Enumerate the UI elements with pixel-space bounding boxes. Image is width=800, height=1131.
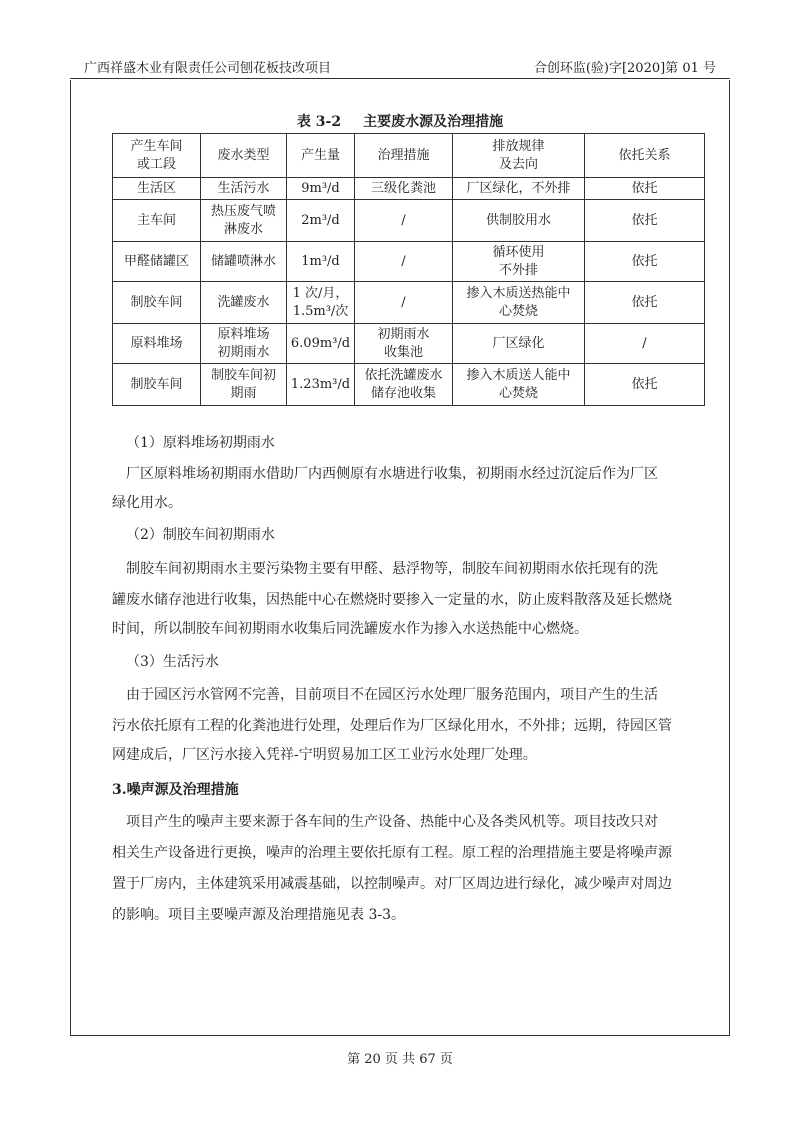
header-project-name: 广西祥盛木业有限责任公司刨花板技改项目 bbox=[84, 61, 332, 76]
table-header-cell bbox=[585, 134, 705, 178]
table-cell bbox=[287, 282, 355, 324]
table-header-row bbox=[113, 134, 705, 178]
table-cell bbox=[201, 364, 287, 406]
cell-text: 产生量 bbox=[300, 147, 340, 163]
table-row bbox=[113, 242, 705, 282]
table-cell bbox=[201, 324, 287, 364]
cell-text: 原料堆场 bbox=[217, 326, 270, 342]
cell-text: 淋废水 bbox=[223, 221, 263, 237]
cell-text: 或工段 bbox=[136, 156, 176, 172]
cell-text: 制胶车间 bbox=[130, 376, 183, 392]
table-cell bbox=[201, 282, 287, 324]
table-cell bbox=[113, 364, 201, 406]
table-cell bbox=[453, 364, 585, 406]
cell-text: / bbox=[401, 294, 406, 310]
cell-text: 1.5m³/次 bbox=[292, 303, 349, 319]
cell-text: 心焚烧 bbox=[498, 303, 538, 319]
cell-text: 初期雨水 bbox=[377, 326, 430, 342]
wastewater-table bbox=[112, 133, 705, 406]
cell-text: 主车间 bbox=[136, 212, 176, 228]
table-row bbox=[113, 282, 705, 324]
cell-text: 厂区绿化，不外排 bbox=[466, 180, 571, 196]
cell-text: 制胶车间 bbox=[130, 294, 183, 310]
cell-text: 掺入木质送热能中 bbox=[466, 285, 571, 301]
cell-text: 产生车间 bbox=[130, 138, 183, 154]
table-title bbox=[0, 111, 800, 131]
table-cell bbox=[287, 178, 355, 200]
cell-text: 依托 bbox=[631, 180, 658, 196]
table-cell bbox=[585, 324, 705, 364]
cell-text: 生活区 bbox=[136, 180, 176, 196]
section-2-line-2: 罐废水储存池进行收集，因热能中心在燃烧时要掺入一定量的水，防止废料散落及延长燃烧 bbox=[112, 592, 672, 608]
cell-text: 供制胶用水 bbox=[485, 212, 551, 228]
noise-section-heading: 3.噪声源及治理措施 bbox=[112, 782, 239, 798]
table-cell bbox=[585, 200, 705, 242]
table-row bbox=[113, 324, 705, 364]
table-header-cell bbox=[355, 134, 453, 178]
cell-text: 6.09m³/d bbox=[290, 335, 351, 351]
table-cell bbox=[287, 200, 355, 242]
section-3-title: （3）生活污水 bbox=[126, 654, 219, 670]
table-cell bbox=[585, 282, 705, 324]
cell-text: 治理措施 bbox=[377, 147, 430, 163]
table-header-cell bbox=[453, 134, 585, 178]
section-1-line-2: 绿化用水。 bbox=[112, 495, 182, 511]
table-cell bbox=[585, 178, 705, 200]
table-cell bbox=[287, 364, 355, 406]
cell-text: 原料堆场 bbox=[130, 335, 183, 351]
cell-text: 期雨 bbox=[230, 385, 257, 401]
table-cell bbox=[355, 200, 453, 242]
cell-text: 储罐喷淋水 bbox=[210, 253, 276, 269]
table-cell bbox=[453, 282, 585, 324]
cell-text: 心焚烧 bbox=[498, 385, 538, 401]
cell-text: 循环使用 bbox=[492, 244, 545, 260]
cell-text: 及去向 bbox=[498, 156, 538, 172]
cell-text: 依托洗罐废水 bbox=[364, 367, 443, 383]
table-row bbox=[113, 364, 705, 406]
table-cell bbox=[113, 200, 201, 242]
cell-text: 掺入木质送人能中 bbox=[466, 367, 571, 383]
cell-text: 依托 bbox=[631, 376, 658, 392]
cell-text: / bbox=[401, 212, 406, 228]
cell-text: 热压废气喷 bbox=[210, 203, 276, 219]
cell-text: 储存池收集 bbox=[370, 385, 436, 401]
cell-text: 收集池 bbox=[383, 344, 423, 360]
table-cell bbox=[453, 178, 585, 200]
table-cell bbox=[453, 200, 585, 242]
cell-text: 废水类型 bbox=[217, 147, 270, 163]
section-3-line-3: 网建成后，厂区污水接入凭祥-宁明贸易加工区工业污水处理厂处理。 bbox=[112, 747, 537, 763]
cell-text: 厂区绿化 bbox=[492, 335, 545, 351]
cell-text: 1 次/月， bbox=[292, 285, 349, 301]
table-row bbox=[113, 200, 705, 242]
cell-text: 依托 bbox=[631, 253, 658, 269]
cell-text: 依托 bbox=[631, 294, 658, 310]
cell-text: 1.23m³/d bbox=[290, 376, 351, 392]
noise-line-4: 的影响。项目主要噪声源及治理措施见表 3-3。 bbox=[112, 907, 405, 923]
section-1-line-1: 厂区原料堆场初期雨水借助厂内西侧原有水塘进行收集，初期雨水经过沉淀后作为厂区 bbox=[126, 466, 658, 482]
cell-text: / bbox=[401, 253, 406, 269]
cell-text: / bbox=[642, 335, 647, 351]
cell-text: 甲醛储罐区 bbox=[123, 253, 189, 269]
section-3-line-1: 由于园区污水管网不完善，目前项目不在园区污水处理厂服务范围内，项目产生的生活 bbox=[126, 687, 658, 703]
cell-text: 洗罐废水 bbox=[217, 294, 270, 310]
cell-text: 三级化粪池 bbox=[370, 180, 436, 196]
table-cell bbox=[355, 324, 453, 364]
table-cell bbox=[355, 282, 453, 324]
header-rule bbox=[70, 78, 730, 79]
cell-text: 2m³/d bbox=[301, 212, 340, 228]
table-header-cell bbox=[201, 134, 287, 178]
table-cell bbox=[287, 242, 355, 282]
noise-line-2: 相关生产设备进行更换，噪声的治理主要依托原有工程。原工程的治理措施主要是将噪声源 bbox=[112, 845, 672, 861]
table-cell bbox=[201, 242, 287, 282]
cell-text: 不外排 bbox=[498, 262, 538, 278]
section-2-line-1: 制胶车间初期雨水主要污染物主要有甲醛、悬浮物等，制胶车间初期雨水依托现有的洗 bbox=[126, 561, 658, 577]
section-3-line-2: 污水依托原有工程的化粪池进行处理，处理后作为厂区绿化用水，不外排；远期，待园区管 bbox=[112, 718, 672, 734]
section-2-line-3: 时间，所以制胶车间初期雨水收集后同洗罐废水作为掺入水送热能中心燃烧。 bbox=[112, 621, 588, 637]
page-number: 第 20 页 共 67 页 bbox=[347, 1052, 453, 1067]
table-number: 表 3-2 bbox=[296, 114, 342, 130]
noise-line-1: 项目产生的噪声主要来源于各车间的生产设备、热能中心及各类风机等。项目技改只对 bbox=[126, 814, 658, 830]
cell-text: 排放规律 bbox=[492, 138, 545, 154]
table-header-cell bbox=[113, 134, 201, 178]
table-cell bbox=[287, 324, 355, 364]
cell-text: 依托关系 bbox=[618, 147, 671, 163]
table-cell bbox=[453, 324, 585, 364]
table-cell bbox=[201, 200, 287, 242]
table-caption: 主要废水源及治理措施 bbox=[363, 114, 504, 130]
cell-text: 初期雨水 bbox=[217, 344, 270, 360]
header-doc-number: 合创环监(验)字[2020]第 01 号 bbox=[533, 61, 716, 76]
section-1-title: （1）原料堆场初期雨水 bbox=[126, 435, 275, 451]
table-cell bbox=[113, 178, 201, 200]
table-cell bbox=[113, 242, 201, 282]
cell-text: 9m³/d bbox=[301, 180, 340, 196]
cell-text: 1m³/d bbox=[301, 253, 340, 269]
cell-text: 依托 bbox=[631, 212, 658, 228]
table-header-cell bbox=[287, 134, 355, 178]
noise-line-3: 置于厂房内，主体建筑采用减震基础，以控制噪声。对厂区周边进行绿化，减少噪声对周边 bbox=[112, 876, 672, 892]
table-row bbox=[113, 178, 705, 200]
table-cell bbox=[355, 242, 453, 282]
table-cell bbox=[453, 242, 585, 282]
table-cell bbox=[585, 242, 705, 282]
section-2-title: （2）制胶车间初期雨水 bbox=[126, 527, 275, 543]
table-cell bbox=[355, 178, 453, 200]
cell-text: 制胶车间初 bbox=[210, 367, 276, 383]
table-cell bbox=[585, 364, 705, 406]
cell-text: 生活污水 bbox=[217, 180, 270, 196]
table-cell bbox=[113, 324, 201, 364]
table-cell bbox=[355, 364, 453, 406]
table-cell bbox=[201, 178, 287, 200]
table-cell bbox=[113, 282, 201, 324]
